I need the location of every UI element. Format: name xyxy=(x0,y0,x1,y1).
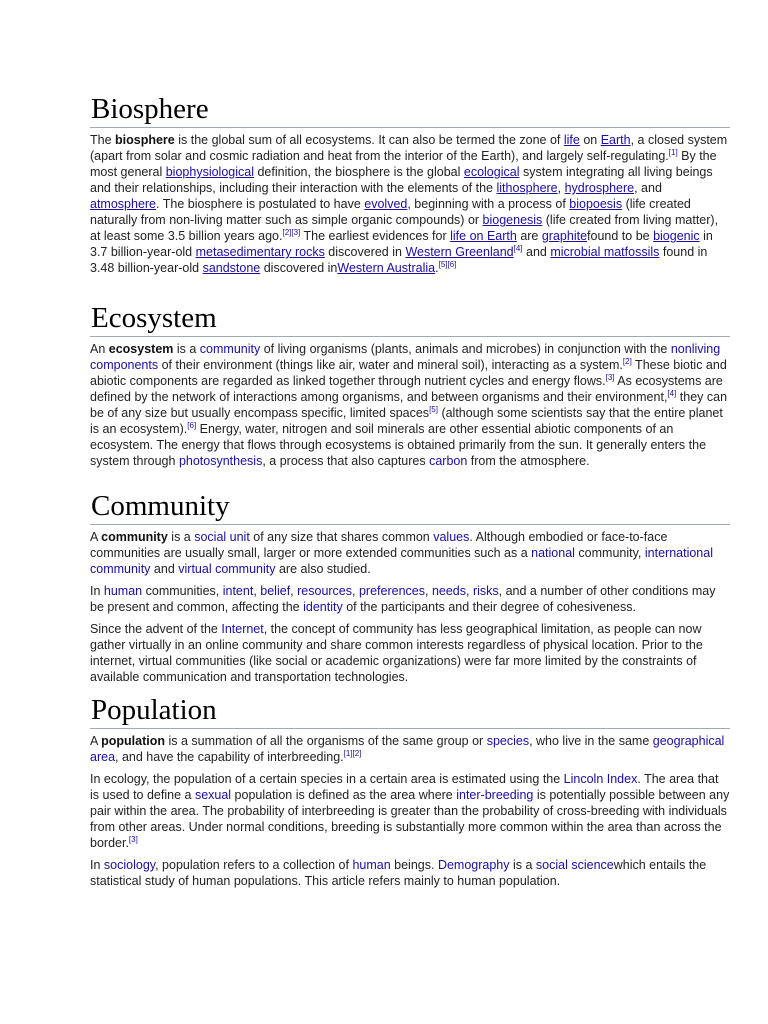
article-link[interactable]: Western Australia xyxy=(337,261,436,275)
community-paragraph-2 xyxy=(90,583,730,615)
text-run: they can be of any size but usually encompass specific, limited spaces xyxy=(90,390,728,420)
ecosystem-heading: Ecosystem xyxy=(90,301,730,337)
text-run: is the global sum of all ecosystems. It can also be termed the zone of xyxy=(174,133,564,147)
article-link[interactable]: sandstone xyxy=(202,261,261,275)
article-link[interactable]: life xyxy=(563,133,580,147)
community-paragraph-1 xyxy=(90,529,730,577)
text-run: , who live in the same xyxy=(529,734,653,748)
text-run: is a summation of all the organisms of the same group or xyxy=(165,734,487,748)
article-link[interactable]: sociology xyxy=(103,858,156,872)
citation-link[interactable]: [6] xyxy=(187,420,197,430)
text-run: In xyxy=(90,858,104,872)
article-link[interactable]: evolved xyxy=(364,197,408,211)
text-run: are xyxy=(516,229,542,243)
text-run: , population refers to a collection of xyxy=(155,858,353,872)
article-link[interactable]: geographical area xyxy=(90,734,725,764)
text-run: , the concept of community has less geographical limitation, as people can now gather virtually in an online community and share common interests regardless of physical location. Prior to the internet, virtual communities (like social or academic organizations) were far more limited by the constraints of available communication and transportation technologies. xyxy=(90,622,703,684)
text-run: By the most general xyxy=(90,149,717,179)
text-run: As ecosystems are defined by the network of interactions among organisms, and between organisms and their environment, xyxy=(90,374,723,404)
article-link[interactable]: needs xyxy=(431,584,466,598)
bold-term: ecosystem xyxy=(108,342,174,356)
text-run: (although some scientists say that the entire planet is an ecosystem). xyxy=(90,406,723,436)
article-link[interactable]: atmosphere xyxy=(90,197,157,211)
text-run: of the participants and their degree of cohesiveness. xyxy=(342,600,636,614)
citation-link[interactable]: [1][2] xyxy=(343,748,362,758)
article-link[interactable]: international community xyxy=(90,546,713,576)
citation-link[interactable]: [2][3] xyxy=(282,227,301,237)
text-run: community, xyxy=(574,546,645,560)
article-link[interactable]: identity xyxy=(303,600,343,614)
article-link[interactable]: life on Earth xyxy=(450,229,517,243)
text-run: are also studied. xyxy=(275,562,371,576)
text-run: , xyxy=(290,584,298,598)
population-paragraph-3 xyxy=(90,857,730,889)
article-link[interactable]: Demography xyxy=(437,858,510,872)
bold-term: community xyxy=(101,530,168,544)
article-link[interactable]: biopoesis xyxy=(569,197,623,211)
text-run: , xyxy=(352,584,359,598)
text-run: beings. xyxy=(390,858,438,872)
text-run: , and have the capability of interbreeding. xyxy=(115,750,344,764)
population-section xyxy=(90,693,730,895)
citation-link[interactable]: [3] xyxy=(128,834,138,844)
text-run: , a process that also captures xyxy=(262,454,430,468)
text-run: communities, xyxy=(142,584,223,598)
bold-term: population xyxy=(101,734,165,748)
article-link[interactable]: sexual xyxy=(194,788,232,802)
citation-link[interactable]: [1] xyxy=(668,147,678,157)
text-run: definition, the biosphere is the global xyxy=(254,165,464,179)
article-link[interactable]: nonliving components xyxy=(90,342,721,372)
text-run: , beginning with a process of xyxy=(407,197,570,211)
text-run: is a xyxy=(167,530,195,544)
text-run: discovered in xyxy=(324,245,406,259)
biosphere-paragraph xyxy=(90,132,730,276)
article-link[interactable]: Earth xyxy=(600,133,631,147)
text-run: of their environment (things like air, water and mineral soil), interacting as a system. xyxy=(158,358,623,372)
text-run: , xyxy=(424,584,432,598)
text-run: These biotic and abiotic components are regarded as linked together through nutrient cycles and energy flows. xyxy=(90,358,727,388)
citation-link[interactable]: [2] xyxy=(622,356,632,366)
ecosystem-section xyxy=(90,301,730,475)
text-run: in 3.7 billion-year-old xyxy=(90,229,713,259)
article-link[interactable]: biogenesis xyxy=(482,213,543,227)
article-link[interactable]: biogenic xyxy=(653,229,700,243)
text-run: system integrating all living beings and their relationships, including their interaction with the elements of the xyxy=(90,165,713,195)
population-paragraph-2 xyxy=(90,771,730,851)
article-link[interactable]: photosynthesis xyxy=(178,454,263,468)
text-run: (life created from living matter), at least some 3.5 billion years ago. xyxy=(90,213,719,243)
text-run: on xyxy=(579,133,601,147)
text-run: , and a number of other conditions may be present and common, affecting the xyxy=(90,584,716,614)
text-run: . xyxy=(435,261,439,275)
text-run: population is defined as the area where xyxy=(231,788,457,802)
text-run: discovered in xyxy=(260,261,338,275)
article-link[interactable]: values xyxy=(433,530,470,544)
text-run: . The area that is used to define a xyxy=(90,772,719,802)
text-run: of living organisms (plants, animals and microbes) in conjunction with the xyxy=(260,342,671,356)
text-run: A xyxy=(90,734,102,748)
biosphere-section xyxy=(90,92,730,282)
article-link[interactable]: resources xyxy=(297,584,353,598)
text-run: The xyxy=(90,133,116,147)
text-run: . The biosphere is postulated to have xyxy=(156,197,365,211)
text-run: and xyxy=(150,562,179,576)
text-run: , xyxy=(466,584,473,598)
text-run: Energy, water, nitrogen and soil minerals are other essential abiotic components of an ecosystem. The energy that flows through ecosystems is obtained primarily from the sun. It generally enters the system through xyxy=(90,422,707,468)
text-run: In xyxy=(90,584,104,598)
article-link[interactable]: hydrosphere xyxy=(564,181,635,195)
ecosystem-paragraph xyxy=(90,341,730,469)
article-link[interactable]: national xyxy=(531,546,575,560)
text-run: An xyxy=(90,342,109,356)
article-link[interactable]: species xyxy=(486,734,530,748)
bold-term: biosphere xyxy=(115,133,175,147)
article-link[interactable]: risks xyxy=(472,584,499,598)
community-section xyxy=(90,489,730,691)
text-run: A xyxy=(90,530,102,544)
text-run: and xyxy=(522,245,551,259)
article-link[interactable]: human xyxy=(352,858,391,872)
article-link[interactable]: virtual community xyxy=(178,562,276,576)
community-heading: Community xyxy=(90,489,730,525)
citation-link[interactable]: [4] xyxy=(667,388,677,398)
text-run: (life created naturally from non-living matter such as simple organic compounds) or xyxy=(90,197,691,227)
text-run: . Although embodied or face-to-face communities are usually small, larger or more extended communities such as a xyxy=(90,530,668,560)
article-link[interactable]: social science xyxy=(535,858,614,872)
text-run: Since the advent of the xyxy=(90,622,222,636)
article-link[interactable]: belief xyxy=(260,584,291,598)
citation-link[interactable]: [3] xyxy=(605,372,615,382)
text-run: The earliest evidences for xyxy=(300,229,451,243)
article-link[interactable]: Lincoln Index xyxy=(563,772,638,786)
population-paragraph-1 xyxy=(90,733,730,765)
article-link[interactable]: Internet xyxy=(221,622,264,636)
article-link[interactable]: intent xyxy=(222,584,254,598)
text-run: , xyxy=(253,584,261,598)
citation-link[interactable]: [5][6] xyxy=(438,259,457,269)
article-link[interactable]: carbon xyxy=(429,454,468,468)
text-run: , xyxy=(557,181,565,195)
article-link[interactable]: preferences xyxy=(358,584,425,598)
text-run: , a closed system (apart from solar and cosmic radiation and heat from the interior of the Earth), and largely self-regulating. xyxy=(90,133,728,163)
article-link[interactable]: biophysiological xyxy=(165,165,254,179)
article-link[interactable]: social unit xyxy=(194,530,250,544)
article-link[interactable]: community xyxy=(199,342,261,356)
text-run: is a xyxy=(173,342,200,356)
text-run: which entails the statistical study of human populations. This article refers mainly to human population. xyxy=(90,858,707,888)
article-link[interactable]: Western Greenland xyxy=(405,245,514,259)
text-run: found to be xyxy=(587,229,654,243)
article-link[interactable]: metasedimentary rocks xyxy=(195,245,325,259)
text-run: is potentially possible between any pair within the area. The probability of interbreeding is greater than the probability of cross-breeding with individuals from other areas. Under normal conditions, breeding is substantially more common within the area than across the border. xyxy=(90,788,730,850)
community-paragraph-3 xyxy=(90,621,730,685)
citation-link[interactable]: [5] xyxy=(429,404,438,414)
text-run: from the atmosphere. xyxy=(467,454,590,468)
text-run: of any size that shares common xyxy=(249,530,434,544)
article-link[interactable]: inter-breeding xyxy=(456,788,534,802)
article-link[interactable]: human xyxy=(103,584,143,598)
article-link[interactable]: ecological xyxy=(463,165,520,179)
article-link[interactable]: graphite xyxy=(541,229,588,243)
article-link[interactable]: lithosphere xyxy=(496,181,558,195)
text-run: found in 3.48 billion-year-old xyxy=(90,245,708,275)
citation-link[interactable]: [4] xyxy=(513,243,523,253)
text-run: is a xyxy=(509,858,536,872)
text-run: In ecology, the population of a certain species in a certain area is estimated using the xyxy=(90,772,564,786)
population-heading: Population xyxy=(90,693,730,729)
article-link[interactable]: microbial matfossils xyxy=(550,245,660,259)
biosphere-heading: Biosphere xyxy=(90,92,730,128)
text-run: , and xyxy=(634,181,662,195)
